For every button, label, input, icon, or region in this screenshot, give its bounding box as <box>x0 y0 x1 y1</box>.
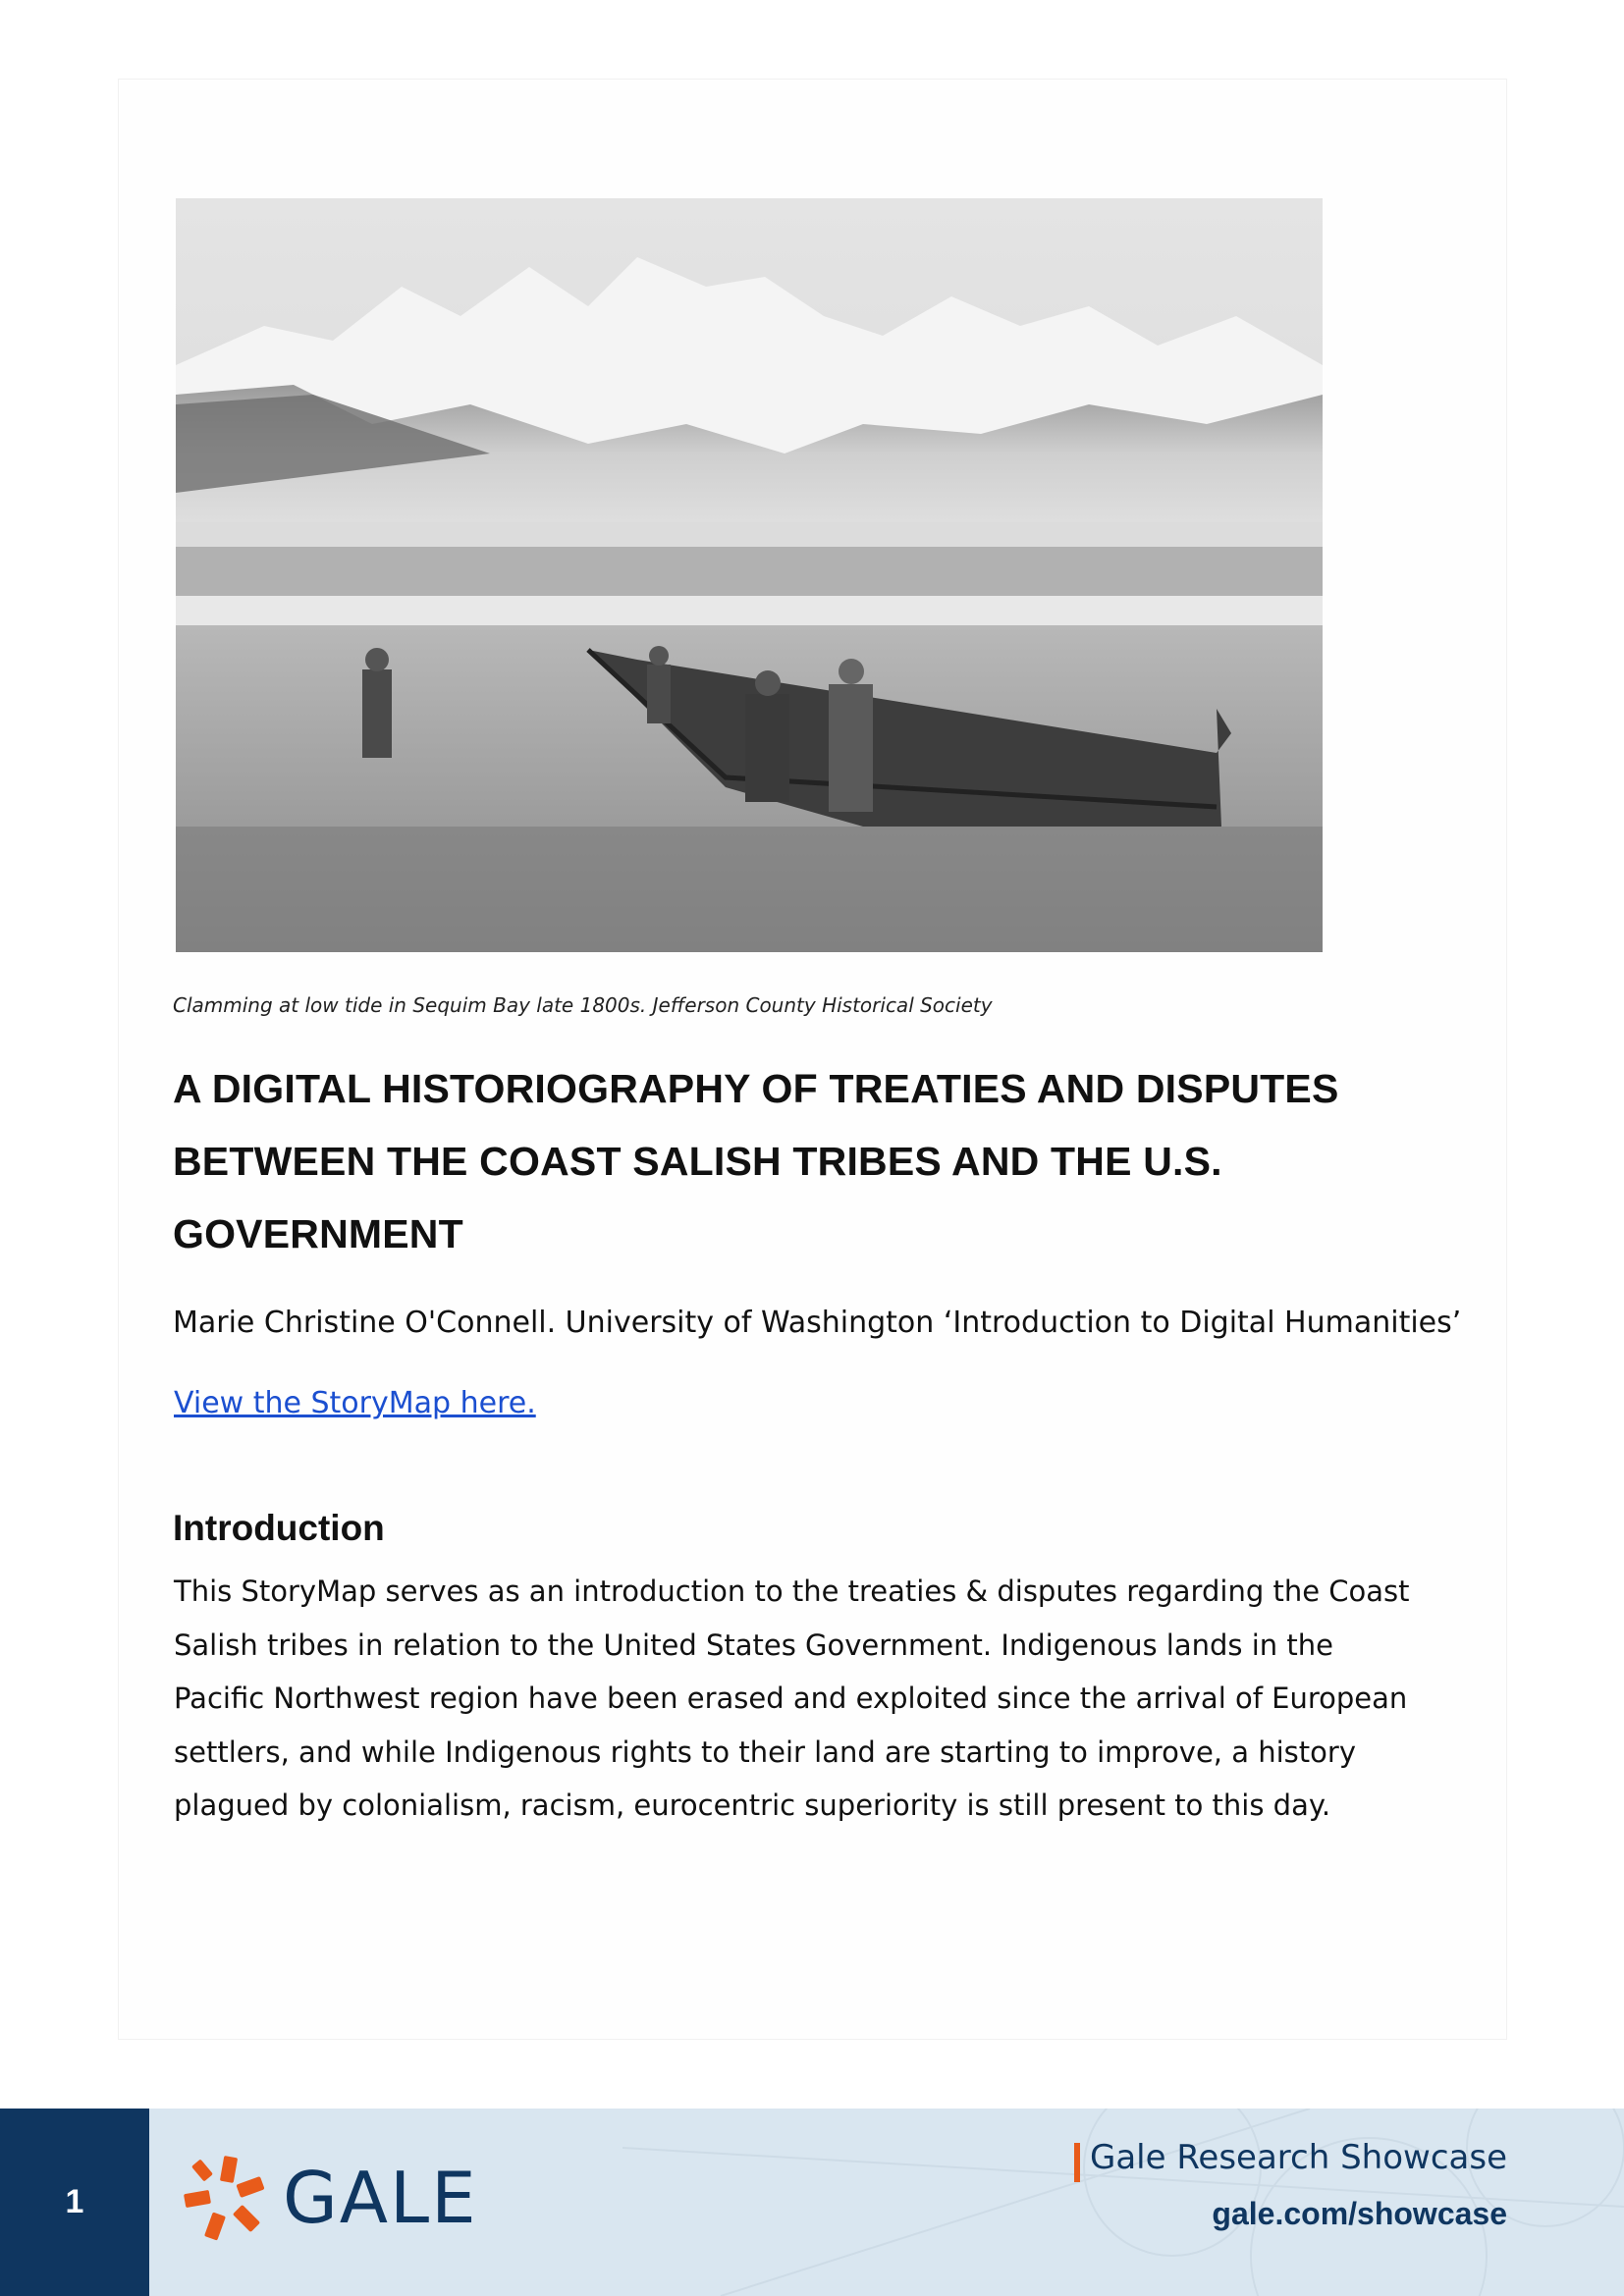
photo-caption: Clamming at low tide in Sequim Bay late 1800s. Jefferson County Historical Society <box>173 993 993 1017</box>
showcase-divider <box>1074 2143 1080 2182</box>
section-heading-introduction: Introduction <box>173 1508 385 1548</box>
showcase-title: Gale Research Showcase <box>1089 2138 1507 2177</box>
introduction-paragraph: This StoryMap serves as an introduction to the treaties & disputes regarding the Coast Salish tribes in relation to the United States Government. Indigenous lands in the Pacific Northwest region have been erased and exploited since the arrival of European settlers, and while Indigenous rights to their land are starting to improve, a history plagued by colonialism, racism, eurocentric superiority is still present to this day. <box>174 1575 1410 1822</box>
gale-logo[interactable] <box>183 2144 478 2252</box>
article-title: A DIGITAL HISTORIOGRAPHY OF TREATIES AND DISPUTES BETWEEN THE COAST SALISH TRIBES AND THE U.S. GOVERNMENT <box>173 1066 1339 1256</box>
photo-illustration <box>176 198 1323 952</box>
historical-photo <box>176 198 1323 952</box>
author-byline: Marie Christine O'Connell. University of Washington ‘Introduction to Digital Humanities’ <box>173 1306 1462 1340</box>
gale-wordmark: GALE <box>283 2157 478 2239</box>
showcase-url[interactable]: gale.com/showcase <box>1212 2196 1507 2231</box>
page-number: 1 <box>0 2109 149 2296</box>
gale-star-icon <box>183 2153 273 2243</box>
storymap-link[interactable]: View the StoryMap here. <box>174 1386 536 1420</box>
